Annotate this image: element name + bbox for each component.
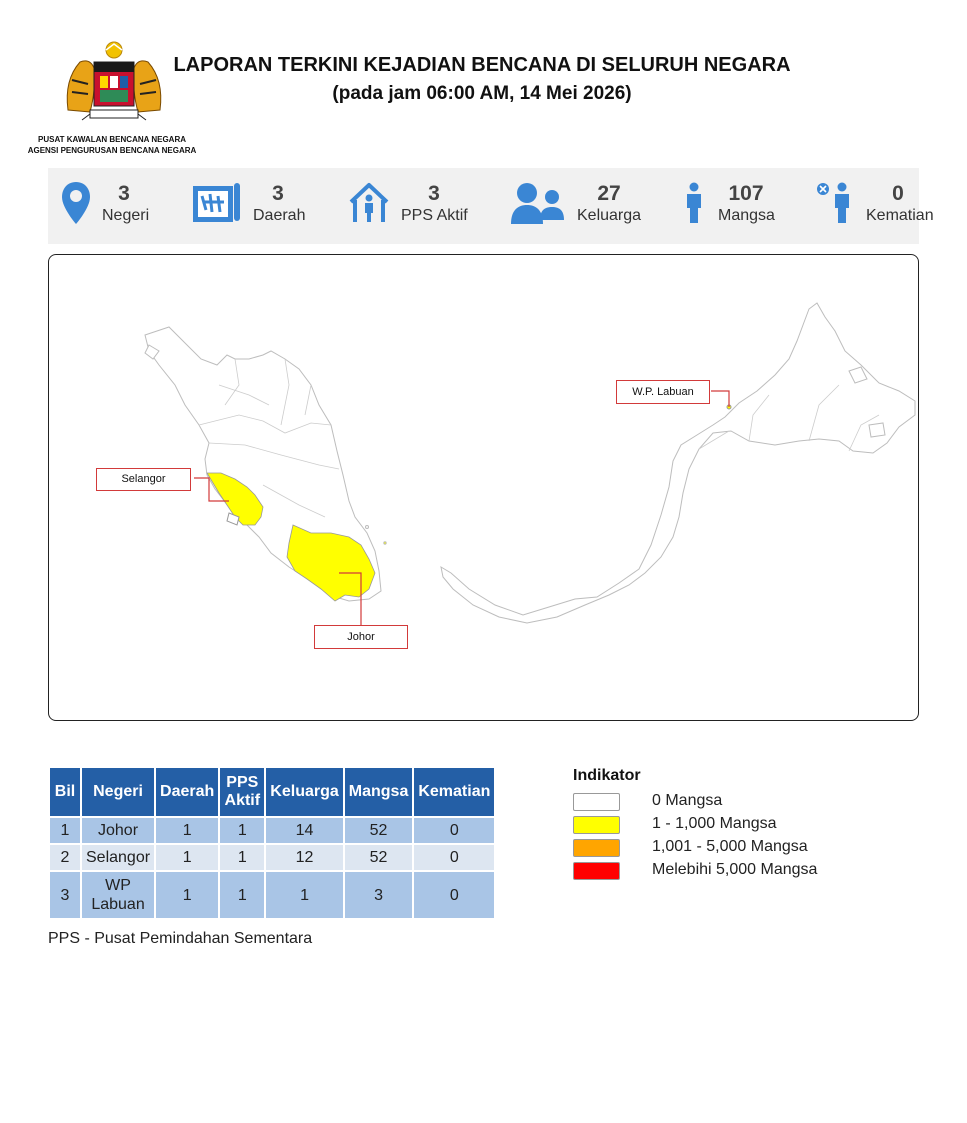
map-legend xyxy=(573,767,818,883)
family-icon xyxy=(510,182,566,224)
cell-kematian: 0 xyxy=(414,872,494,918)
stat-label: PPS Aktif xyxy=(401,207,468,224)
cell-mangsa: 3 xyxy=(345,872,413,918)
coat-of-arms-logo xyxy=(60,40,168,126)
legend-label: Melebihi 5,000 Mangsa xyxy=(652,861,818,878)
legend-item xyxy=(573,837,808,860)
stat-value: 27 xyxy=(597,182,621,205)
agency-name xyxy=(14,134,210,156)
col-header-pps-aktif: PPS Aktif xyxy=(220,768,264,816)
stat-negeri xyxy=(58,168,168,244)
state-summary-table xyxy=(48,766,496,920)
stat-value: 3 xyxy=(428,182,440,205)
location-pin-icon xyxy=(60,180,92,226)
cell-bil: 2 xyxy=(50,845,80,870)
table-row xyxy=(50,872,494,918)
cell-kematian: 0 xyxy=(414,845,494,870)
stat-label: Kematian xyxy=(866,207,934,224)
stat-value: 107 xyxy=(728,182,764,205)
cell-mangsa: 52 xyxy=(345,845,413,870)
legend-label: 1,001 - 5,000 Mangsa xyxy=(652,838,808,855)
stat-value: 3 xyxy=(118,182,130,205)
cell-negeri: Selangor xyxy=(82,845,154,870)
col-header-kematian: Kematian xyxy=(414,768,494,816)
callout-labuan: W.P. Labuan xyxy=(616,380,710,404)
cell-keluarga: 14 xyxy=(266,818,342,843)
agency-line-1: PUSAT KAWALAN BENCANA NEGARA xyxy=(38,135,186,144)
cell-bil: 3 xyxy=(50,872,80,918)
table-header-row xyxy=(50,768,494,816)
summary-stats-bar xyxy=(48,168,934,244)
table-footnote: PPS - Pusat Pemindahan Sementara xyxy=(48,930,313,947)
legend-label: 1 - 1,000 Mangsa xyxy=(652,815,777,832)
cell-daerah: 1 xyxy=(156,872,218,918)
east-malaysia-outline xyxy=(441,303,915,623)
stat-label: Daerah xyxy=(253,207,306,224)
col-header-bil: Bil xyxy=(50,768,80,816)
stat-keluarga xyxy=(510,168,650,244)
cell-daerah: 1 xyxy=(156,818,218,843)
casualty-person-icon xyxy=(816,180,856,224)
col-header-mangsa: Mangsa xyxy=(345,768,413,816)
legend-label: 0 Mangsa xyxy=(652,792,723,809)
stat-daerah xyxy=(192,168,322,244)
cell-negeri: WP Labuan xyxy=(82,872,154,918)
stat-label: Mangsa xyxy=(718,207,775,224)
cell-keluarga: 1 xyxy=(266,872,342,918)
stat-value: 3 xyxy=(272,182,284,205)
callout-selangor: Selangor xyxy=(96,468,191,491)
legend-swatch xyxy=(573,816,620,834)
cell-mangsa: 52 xyxy=(345,818,413,843)
person-icon xyxy=(682,182,706,224)
stat-label: Negeri xyxy=(102,207,150,224)
district-map-icon xyxy=(192,182,242,224)
stat-pps-aktif xyxy=(346,168,476,244)
col-header-negeri: Negeri xyxy=(82,768,154,816)
stat-label: Keluarga xyxy=(577,207,642,224)
report-title: LAPORAN TERKINI KEJADIAN BENCANA DI SELURUH NEGARA xyxy=(173,54,791,76)
table-row xyxy=(50,818,494,843)
shelter-house-icon xyxy=(348,182,390,224)
col-header-daerah: Daerah xyxy=(156,768,218,816)
legend-item xyxy=(573,860,818,883)
agency-line-2: AGENSI PENGURUSAN BENCANA NEGARA xyxy=(27,146,197,155)
legend-swatch xyxy=(573,839,620,857)
legend-swatch xyxy=(573,862,620,880)
legend-title: Indikator xyxy=(573,767,641,784)
cell-pps-aktif: 1 xyxy=(220,818,264,843)
cell-negeri: Johor xyxy=(82,818,154,843)
legend-swatch xyxy=(573,793,620,811)
cell-keluarga: 12 xyxy=(266,845,342,870)
cell-daerah: 1 xyxy=(156,845,218,870)
stat-kematian xyxy=(816,168,934,244)
col-header-keluarga: Keluarga xyxy=(266,768,342,816)
malaysia-map xyxy=(48,254,919,721)
cell-bil: 1 xyxy=(50,818,80,843)
stat-value: 0 xyxy=(892,182,904,205)
cell-pps-aktif: 1 xyxy=(220,845,264,870)
stat-mangsa xyxy=(682,168,792,244)
report-subtitle: (pada jam 06:00 AM, 14 Mei 2026) xyxy=(332,83,632,104)
cell-kematian: 0 xyxy=(414,818,494,843)
table-row xyxy=(50,845,494,870)
legend-item xyxy=(573,814,777,837)
callout-johor: Johor xyxy=(314,625,408,649)
legend-item xyxy=(573,791,723,814)
cell-pps-aktif: 1 xyxy=(220,872,264,918)
